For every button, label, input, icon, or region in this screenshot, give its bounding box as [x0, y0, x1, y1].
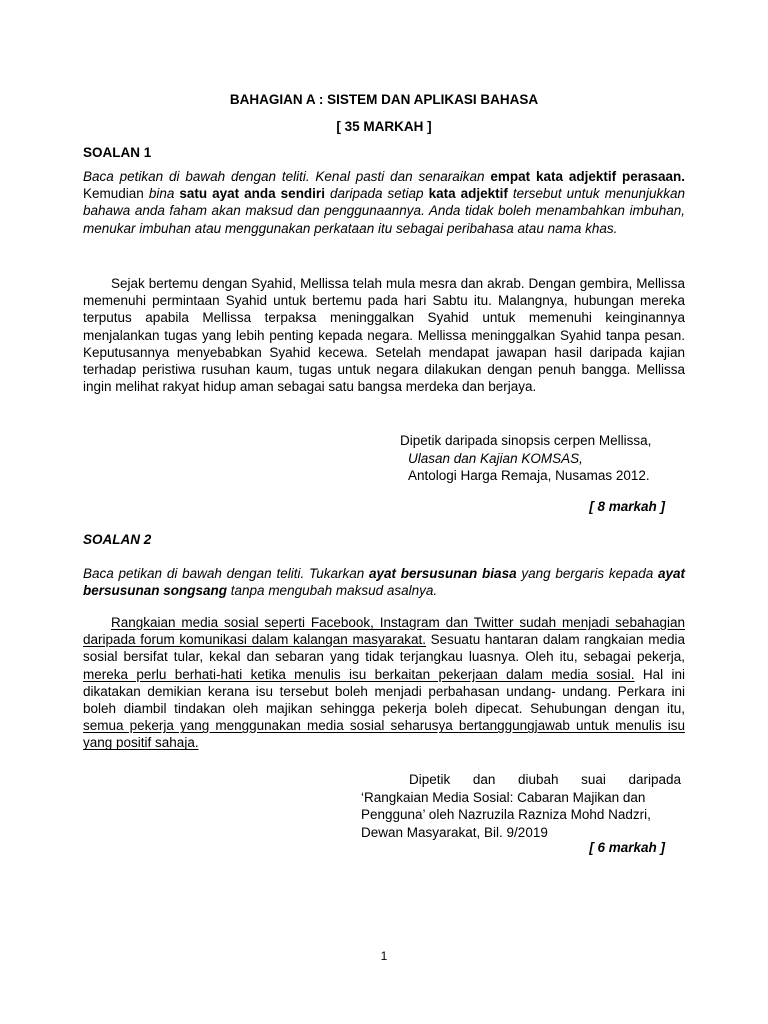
section-title: BAHAGIAN A : SISTEM DAN APLIKASI BAHASA [229, 92, 539, 107]
source-line: Dipetik dan diubah suai daripada [409, 772, 681, 787]
underlined-sentence: Rangkaian media sosial seperti Facebook, Instagram dan Twitter sudah menjadi sebahagian daripada forum komunikasi dalam kalangan masyarakat. [83, 615, 685, 648]
soalan1-instruction: Baca petikan di bawah dengan teliti. Kenal pasti dan senaraikan empat kata adjektif perasaan. Kemudian bina satu ayat anda sendiri daripada setiap kata adjektif tersebut untuk menunjukkan bahawa anda faham akan maksud dan penggunaannya. Anda tidak boleh menambahkan imbuhan, menukar imbuhan atau menggunakan perkataan itu sebagai peribahasa atau nama khas. [83, 169, 685, 236]
soalan1-passage: Sejak bertemu dengan Syahid, Mellissa telah mula mesra dan akrab. Dengan gembira, Mellissa memenuhi permintaan Syahid untuk bertemu pada hari Sabtu itu. Malangnya, hubungan mereka terputus apabila Mellissa terpaksa meninggalkan Syahid untuk memenuhi keinginannya menjalankan tugas yang lebih penting kepada negara. Mellissa meninggalkan Syahid tanpa pesan. Keputusannya menyebabkan Syahid kecewa. Setelah mendapat jawapan hasil daripada kajian terhadap peristiwa rusuhan kaum, tugas untuk negara dilakukan dengan penuh bangga. Mellissa ingin melihat rakyat hidup aman sebagai satu bangsa merdeka dan berjaya. [83, 276, 685, 395]
soalan1-source [400, 432, 690, 485]
soalan2-passage: Rangkaian media sosial seperti Facebook, Instagram dan Twitter sudah menjadi sebahagian daripada forum komunikasi dalam kalangan masyarakat. Sesuatu hantaran dalam rangkaian media sosial bersifat tular, kekal dan sebaran yang tidak terjangkau luasnya. Oleh itu, sebagai pekerja, mereka perlu berhati-hati ketika menulis isu berkaitan pekerjaan dalam media sosial. Hal ini dikatakan demikian kerana isu tersebut boleh menjadi perbahasan undang- undang. Perkara ini boleh diambil tindakan oleh majikan sehingga pekerja boleh dipecat. Sehubungan dengan itu, semua pekerja yang menggunakan media sosial seharusya bertanggungjawab untuk menulis isu yang positif sahaja. [83, 615, 686, 751]
soalan1-marks: [ 8 markah ] [589, 499, 665, 514]
source-line: Ulasan dan Kajian KOMSAS, [408, 450, 583, 466]
underlined-sentence: semua pekerja yang menggunakan media sosial seharusya bertanggungjawab untuk menulis isu yang positif sahaja. [83, 718, 685, 751]
section-marks: [ 35 MARKAH ] [336, 119, 432, 134]
source-line: ‘Rangkaian Media Sosial: Cabaran Majikan dan Pengguna’ oleh Nazruzila Razniza Mohd Nadzri, Dewan Masyarakat, Bil. 9/2019 [361, 789, 651, 840]
source-line: Dipetik daripada sinopsis cerpen Mellissa, [400, 433, 652, 448]
source-line: Antologi Harga Remaja, Nusamas 2012. [408, 468, 650, 483]
soalan2-instruction: Baca petikan di bawah dengan teliti. Tukarkan ayat bersusunan biasa yang bergaris kepada ayat bersusunan songsang tanpa mengubah maksud asalnya. [83, 566, 686, 599]
soalan2-label: SOALAN 2 [83, 532, 152, 547]
page-number: 1 [380, 949, 388, 963]
soalan2-source [361, 771, 681, 841]
soalan2-marks: [ 6 markah ] [589, 840, 665, 855]
underlined-sentence: mereka perlu berhati-hati ketika menulis isu berkaitan pekerjaan dalam media sosial. [83, 666, 635, 682]
soalan1-label: SOALAN 1 [83, 145, 152, 160]
